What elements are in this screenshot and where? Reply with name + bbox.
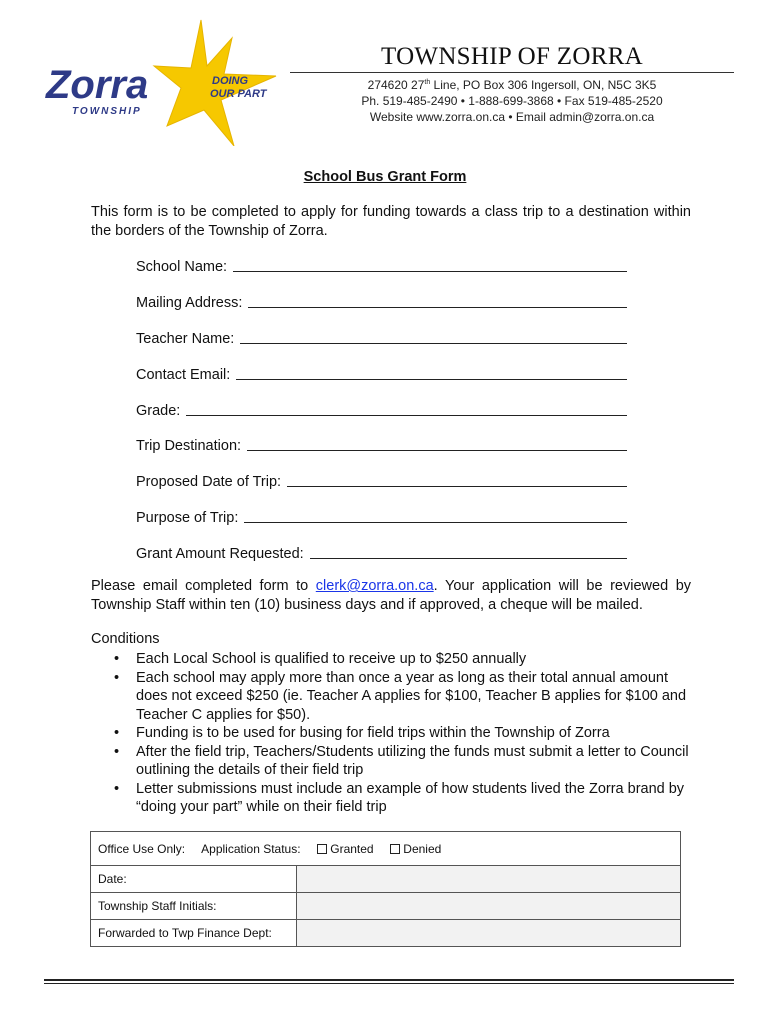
list-item: [91, 724, 691, 743]
conditions-list: [91, 650, 691, 817]
field-label: Proposed Date of Trip:: [136, 474, 282, 490]
condition-text: Each Local School is qualified to receive up to $250 annually: [136, 651, 527, 667]
grade-field[interactable]: [136, 399, 627, 419]
school-name-field[interactable]: [136, 255, 627, 275]
list-item: [91, 650, 691, 669]
bullet-icon: •: [114, 651, 120, 667]
list-item: [91, 743, 691, 780]
field-line[interactable]: [310, 557, 627, 559]
date-input-cell[interactable]: [297, 866, 681, 893]
mailing-address-field[interactable]: [136, 291, 627, 311]
forwarded-finance-cell[interactable]: [297, 920, 681, 947]
clerk-email-link[interactable]: clerk@zorra.on.ca: [315, 578, 434, 594]
field-label: Teacher Name:: [136, 331, 235, 347]
application-status-label: Application Status:: [201, 841, 301, 856]
field-line[interactable]: [244, 521, 627, 523]
field-label: School Name:: [136, 259, 228, 275]
field-line[interactable]: [247, 449, 627, 451]
table-row: [91, 893, 681, 920]
row-label: Date:: [91, 866, 297, 893]
table-row: [91, 832, 681, 866]
field-label: Purpose of Trip:: [136, 510, 239, 526]
table-row: [91, 920, 681, 947]
township-title: TOWNSHIP OF ZORRA: [380, 43, 644, 70]
logo-tagline-2: OUR PART: [210, 88, 267, 100]
bullet-icon: •: [114, 725, 120, 741]
address-post: Line, PO Box 306 Ingersoll, ON, N5C 3K5: [430, 78, 657, 92]
field-line[interactable]: [287, 485, 627, 487]
field-line[interactable]: [186, 414, 627, 416]
field-label: Grade:: [136, 403, 181, 419]
header-divider: [290, 72, 734, 73]
phone-line: Ph. 519-485-2490 • 1-888-699-3868 • Fax 519-485-2520: [361, 94, 663, 108]
submission-post: . Your application will be reviewed by Township Staff within ten (10) business days and if approved, a cheque will be mailed.: [91, 578, 692, 613]
status-cell: [91, 832, 681, 866]
field-label: Mailing Address:: [136, 295, 243, 311]
form-title: School Bus Grant Form: [303, 169, 467, 185]
condition-text: Each school may apply more than once a year as long as their total annual amount does not exceed $250 (ie. Teacher A applies for $100, Teacher B applies for $100 and Teacher C applies for $50).: [136, 669, 687, 723]
zorra-township-logo: [44, 18, 284, 146]
field-label: Trip Destination:: [136, 438, 242, 454]
granted-checkbox[interactable]: [317, 844, 327, 854]
office-use-label: Office Use Only:: [98, 841, 186, 856]
contact-email-field[interactable]: [136, 363, 627, 383]
field-line[interactable]: [236, 378, 627, 380]
row-label: Township Staff Initials:: [91, 893, 297, 920]
submission-paragraph: [91, 577, 691, 615]
row-label: Forwarded to Twp Finance Dept:: [91, 920, 297, 947]
field-line[interactable]: [248, 306, 627, 308]
logo-tagline-1: DOING: [212, 75, 249, 87]
address-line: [292, 78, 732, 92]
staff-initials-cell[interactable]: [297, 893, 681, 920]
bullet-icon: •: [114, 669, 120, 686]
submission-pre: Please email completed form to: [91, 578, 316, 594]
purpose-field[interactable]: [136, 506, 627, 526]
form-intro: This form is to be completed to apply for funding towards a class trip to a destination within the borders of the Township of Zorra.: [91, 204, 691, 239]
logo-subtext: TOWNSHIP: [72, 106, 142, 117]
condition-text: After the field trip, Teachers/Students utilizing the funds must submit a letter to Council outlining the details of their field trip: [136, 743, 689, 778]
table-row: [91, 866, 681, 893]
address-pre: 274620 27: [367, 78, 425, 92]
field-label: Contact Email:: [136, 367, 231, 383]
condition-text: Letter submissions must include an example of how students lived the Zorra brand by “doing your part” while on their field trip: [136, 780, 685, 815]
grant-amount-field[interactable]: [136, 542, 627, 562]
office-use-table: [90, 831, 681, 947]
denied-label: Denied: [403, 841, 442, 856]
teacher-name-field[interactable]: [136, 327, 627, 347]
logo-wordmark: Zorra: [46, 63, 149, 107]
field-line[interactable]: [240, 342, 627, 344]
field-label: Grant Amount Requested:: [136, 546, 304, 562]
list-item: [91, 669, 691, 725]
granted-label: Granted: [330, 841, 374, 856]
proposed-date-field[interactable]: [136, 470, 627, 490]
bullet-icon: •: [114, 743, 120, 760]
list-item: [91, 780, 691, 817]
conditions-heading: Conditions: [91, 631, 160, 647]
trip-destination-field[interactable]: [136, 434, 627, 454]
denied-checkbox[interactable]: [390, 844, 400, 854]
condition-text: Funding is to be used for busing for field trips within the Township of Zorra: [136, 725, 610, 741]
bullet-icon: •: [114, 780, 120, 797]
web-email-line: Website www.zorra.on.ca • Email admin@zorra.on.ca: [369, 110, 655, 124]
footer-divider: [44, 979, 734, 984]
field-line[interactable]: [233, 270, 627, 272]
address-sup: th: [424, 79, 431, 86]
